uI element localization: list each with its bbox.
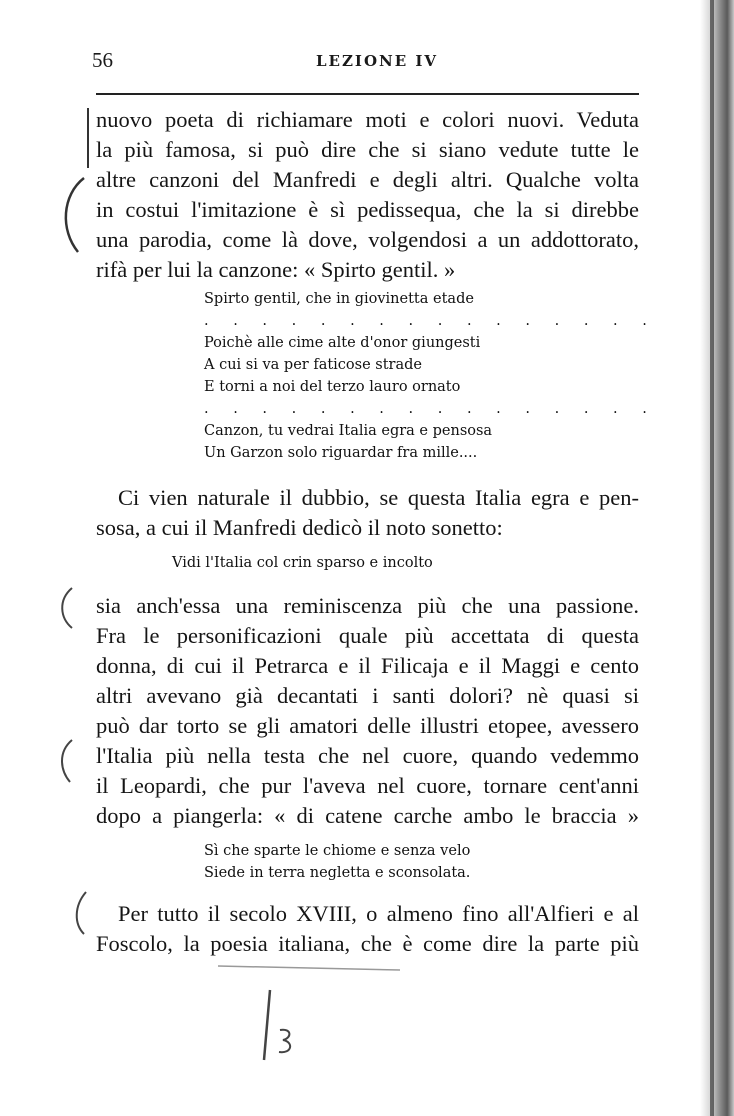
text-line: dopo a piangerla: « di catene carche ambo le braccia » [96, 803, 639, 828]
text-line: l'Italia più nella testa che nel cuore, quando vedemmo [96, 743, 639, 768]
verse-line: Siede in terra negletta e sconsolata. [204, 865, 471, 881]
text-line: una parodia, come là dove, volgendosi a un addottorato, [96, 227, 639, 252]
underline-scribble [218, 966, 400, 970]
text-line: altre canzoni del Manfredi e degli altri. Qualche volta [96, 167, 639, 192]
ellipsis-line: . . . . . . . . . . . . . . . . [204, 313, 657, 329]
ellipsis-line: . . . . . . . . . . . . . . . . [204, 401, 657, 417]
text-line: rifà per lui la canzone: « Spirto gentil. » [96, 257, 456, 282]
text-line: può dar torto se gli amatori delle illustri etopee, avessero [96, 713, 639, 738]
running-head: LEZIONE IV [316, 52, 439, 70]
verse-line: E torni a noi del terzo lauro ornato [204, 379, 461, 395]
verse-line: Vidi l'Italia col crin sparso e incolto [172, 555, 433, 571]
margin-bracket-mark [77, 892, 86, 934]
verse-line: Spirto gentil, che in giovinetta etade [204, 291, 474, 307]
text-line: sosa, a cui il Manfredi dedicò il noto sonetto: [96, 515, 503, 540]
text-line: altri avevano già decantati i santi dolori? nè quasi si [96, 683, 639, 708]
margin-bracket-mark [66, 178, 84, 252]
handwritten-stroke [264, 990, 270, 1060]
verse-line: Canzon, tu vedrai Italia egra e pensosa [204, 423, 493, 439]
text-line: il Leopardi, che pur l'aveva nel cuore, tornare cent'anni [96, 773, 639, 798]
verse-line: Un Garzon solo riguardar fra mille.... [204, 445, 478, 461]
verse-line: Poichè alle cime alte d'onor giungesti [204, 335, 481, 351]
text-line: Ci vien naturale il dubbio, se questa Italia egra e pen- [118, 485, 639, 510]
text-line: Per tutto il secolo XVIII, o almeno fino all'Alfieri e al [118, 901, 639, 926]
text-line: la più famosa, si può dire che si siano vedute tutte le [96, 137, 639, 162]
margin-bracket-mark [62, 588, 72, 628]
margin-bracket-mark [62, 740, 72, 782]
page-number: 56 [92, 48, 113, 72]
text-line: nuovo poeta di richiamare moti e colori nuovi. Veduta [96, 107, 639, 132]
text-line: Foscolo, la poesia italiana, che è come dire la parte più [96, 931, 639, 956]
verse-line: Sì che sparte le chiome e senza velo [204, 843, 471, 859]
text-line: Fra le personificazioni quale più accettata di questa [96, 623, 639, 648]
text-line: in costui l'imitazione è sì pedissequa, che la si direbbe [96, 197, 639, 222]
text-line: donna, di cui il Petrarca e il Filicaja e il Maggi e cento [96, 653, 639, 678]
handwritten-stroke [279, 1030, 290, 1052]
verse-line: A cui si va per faticose strade [204, 357, 422, 373]
text-line: sia anch'essa una reminiscenza più che una passione. [96, 593, 639, 618]
